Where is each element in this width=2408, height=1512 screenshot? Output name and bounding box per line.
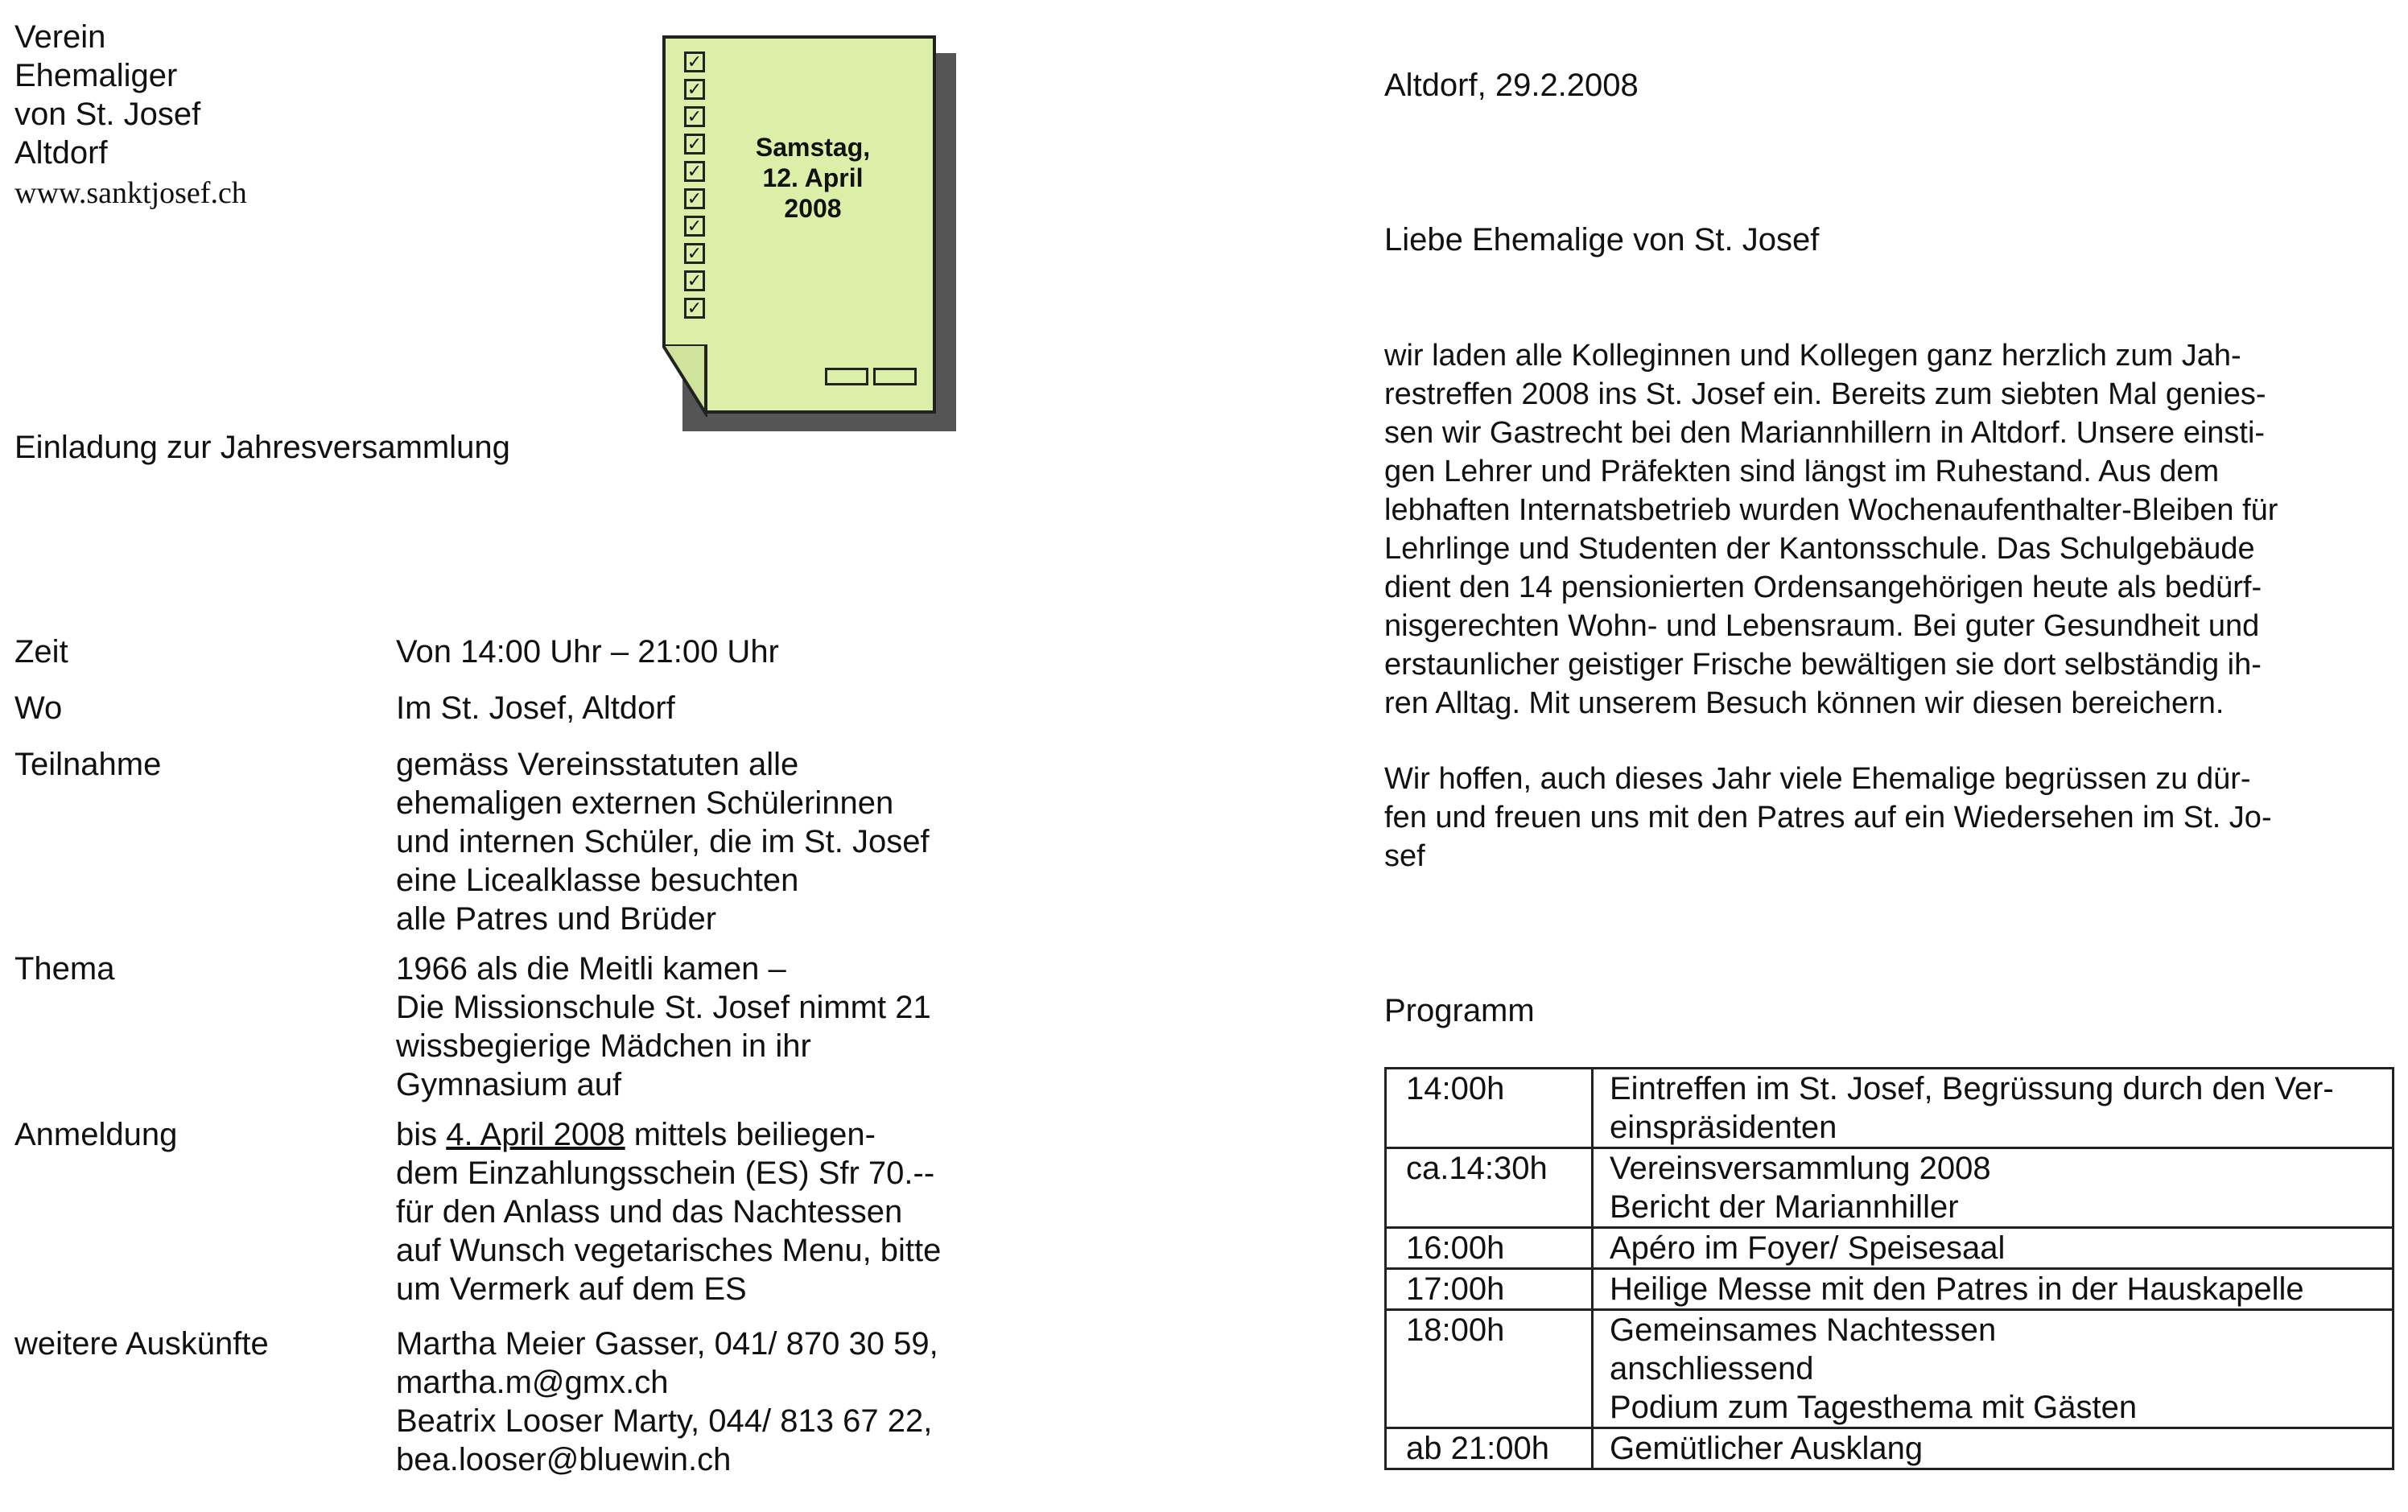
- org-line: Ehemaliger: [14, 58, 178, 93]
- info-row-wo: [14, 689, 980, 727]
- calendar-date-line: Samstag,: [755, 133, 871, 162]
- checkbox-icon: ✓: [684, 134, 705, 154]
- checkbox-icon: ✓: [684, 79, 705, 100]
- checkbox-icon: ✓: [684, 106, 705, 127]
- info-label: Zeit: [14, 634, 68, 669]
- event-info: [14, 632, 980, 1479]
- checkbox-icon: ✓: [684, 161, 705, 182]
- info-label: Teilnahme: [14, 747, 162, 782]
- program-desc: Heilige Messe mit den Patres in der Hauskapelle: [1593, 1269, 2394, 1310]
- info-row-teilnahme: [14, 745, 980, 938]
- program-time: 17:00h: [1386, 1269, 1593, 1310]
- checkbox-icon: ✓: [684, 298, 705, 319]
- org-line: Verein: [14, 19, 106, 55]
- salutation: Liebe Ehemalige von St. Josef: [1384, 222, 1820, 257]
- info-label: Wo: [14, 690, 63, 726]
- info-label: weitere Auskünfte: [14, 1326, 269, 1362]
- checkbox-icon: ✓: [684, 243, 705, 264]
- deadline-date: 4. April 2008: [446, 1117, 625, 1152]
- info-row-anmeldung: [14, 1115, 980, 1308]
- table-row: [1386, 1148, 2394, 1228]
- program-table: [1384, 1067, 2394, 1470]
- program-desc: Gemeinsames Nachtessen anschliessend Podium zum Tagesthema mit Gästen: [1593, 1310, 2394, 1428]
- checkbox-icon: ✓: [684, 216, 705, 237]
- info-value: gemäss Vereinsstatuten alle ehemaligen externen Schülerinnen und internen Schüler, die im St. Josef eine Licealklasse besuchten alle Patres und Brüder: [396, 747, 930, 937]
- info-value: Martha Meier Gasser, 041/ 870 30 59, martha.m@gmx.ch Beatrix Looser Marty, 044/ 813 67 22, bea.looser@bluewin.ch: [396, 1326, 938, 1477]
- program-time: 16:00h: [1386, 1228, 1593, 1269]
- program-time: 18:00h: [1386, 1310, 1593, 1428]
- info-value: 1966 als die Meitli kamen – Die Missionschule St. Josef nimmt 21 wissbegierige Mädchen in ihr Gymnasium auf: [396, 951, 931, 1102]
- place-date: Altdorf, 29.2.2008: [1384, 68, 1639, 103]
- program-time: ab 21:00h: [1386, 1428, 1593, 1469]
- info-row-auskuenfte: [14, 1325, 980, 1479]
- info-label: Anmeldung: [14, 1117, 178, 1152]
- program-desc: Gemütlicher Ausklang: [1593, 1428, 2394, 1469]
- checkbox-icon: ✓: [684, 51, 705, 72]
- letter-paragraph: wir laden alle Kolleginnen und Kollegen ganz herzlich zum Jah- restreffen 2008 ins St. Josef ein. Bereits zum siebten Mal genies- sen wir Gastrecht bei den Mariannhillern in Altdorf. Unsere einsti- gen Lehrer und Präfekten sind längst im Ruhestand. Aus dem lebhaften Internatsbetrieb wurden Wochenaufenthalter-Bleiben für Lehrlinge und Studenten der Kantonsschule. Das Schulgebäude dient den 14 pensionierten Ordensangehörigen heute als bedürf- nisgerechten Wohn- und Lebensraum. Bei guter Gesundheit und erstaunlicher geistiger Frische bewältigen sie dort selbständig ih- ren Alltag. Mit unserem Besuch können wir diesen bereichern.: [1384, 339, 2278, 720]
- info-value: [396, 1115, 980, 1308]
- table-row: [1386, 1310, 2394, 1428]
- calendar-boxes: [825, 356, 922, 394]
- letter-paragraph: Wir hoffen, auch dieses Jahr viele Ehemalige begrüssen zu dür- fen und freuen uns mit den Patres auf ein Wiedersehen im St. Jo- sef: [1384, 762, 2272, 873]
- info-value: Im St. Josef, Altdorf: [396, 690, 675, 726]
- info-value: Von 14:00 Uhr – 21:00 Uhr: [396, 634, 779, 669]
- calendar-date-line: 12. April: [762, 163, 864, 192]
- info-row-zeit: [14, 632, 980, 671]
- website-url[interactable]: www.sanktjosef.ch: [14, 176, 247, 210]
- program-desc: Apéro im Foyer/ Speisesaal: [1593, 1228, 2394, 1269]
- program-time: 14:00h: [1386, 1069, 1593, 1148]
- table-row: [1386, 1269, 2394, 1310]
- registration-text: mittels beiliegen- dem Einzahlungsschein (ES) Sfr 70.-- für den Anlass und das Nachtessen auf Wunsch vegetarisches Menu, bitte um Vermerk auf dem ES: [396, 1117, 942, 1307]
- calendar-fold: [662, 344, 735, 417]
- org-line: Altdorf: [14, 135, 108, 171]
- checkbox-icon: ✓: [684, 188, 705, 209]
- organization-header: [14, 18, 247, 212]
- calendar-date: [740, 132, 885, 224]
- info-label: Thema: [14, 951, 115, 987]
- checklist: [684, 51, 711, 325]
- table-row: [1386, 1069, 2394, 1148]
- table-row: [1386, 1428, 2394, 1469]
- checkbox-icon: ✓: [684, 270, 705, 291]
- table-row: [1386, 1228, 2394, 1269]
- info-row-thema: [14, 950, 980, 1104]
- program-desc: Vereinsversammlung 2008 Bericht der Mariannhiller: [1593, 1148, 2394, 1228]
- calendar-date-line: 2008: [784, 194, 842, 223]
- org-line: von St. Josef: [14, 97, 201, 132]
- program-title: Programm: [1384, 993, 1535, 1028]
- program-desc: Eintreffen im St. Josef, Begrüssung durch den Ver- einspräsidenten: [1593, 1069, 2394, 1148]
- page-title: Einladung zur Jahresversammlung: [14, 430, 510, 465]
- program-time: ca.14:30h: [1386, 1148, 1593, 1228]
- deadline-prefix: bis: [396, 1117, 447, 1152]
